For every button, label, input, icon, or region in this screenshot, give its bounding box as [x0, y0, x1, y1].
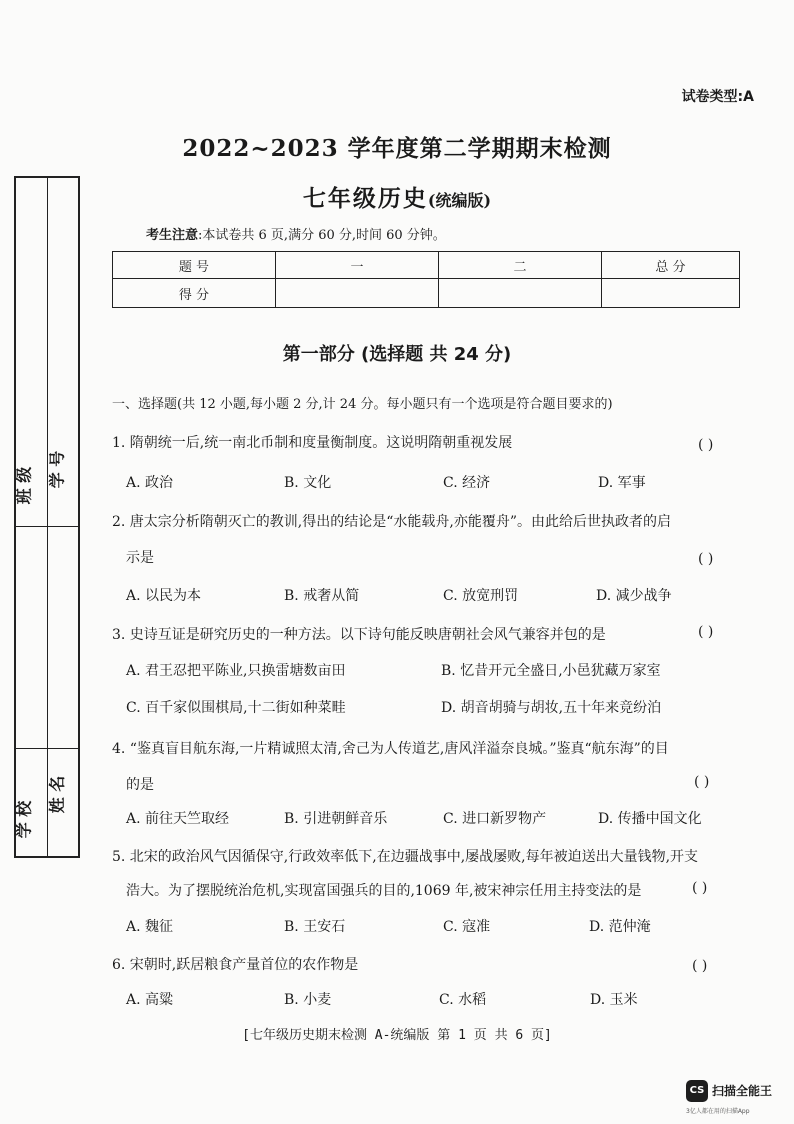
question-3-stem: 3. 史诗互证是研究历史的一种方法。以下诗句能反映唐朝社会风气兼容并包的是 — [112, 627, 606, 643]
question-5-stem-cont: 浩大。为了摆脱统治危机,实现富国强兵的目的,1069 年,被宋神宗任用主持变法的是 — [126, 883, 642, 899]
question-2-stem: 2. 唐太宗分析隋朝灭亡的教训,得出的结论是“水能载舟,亦能覆舟”。由此给后世执政者的启 — [112, 514, 672, 530]
score-table-score-row — [113, 279, 740, 308]
school-label: 学 校 — [14, 800, 34, 839]
answer-blank: ( ) — [698, 551, 714, 567]
option-a: A. 政治 — [126, 475, 174, 491]
strip-rule — [16, 748, 78, 749]
option-a: A. 以民为本 — [126, 588, 202, 604]
strip-divider — [47, 178, 48, 856]
score-cell — [276, 279, 439, 308]
score-cell — [602, 279, 740, 308]
answer-blank: ( ) — [692, 880, 708, 896]
option-c: C. 寇准 — [443, 919, 491, 935]
score-header-cell: 总 分 — [602, 252, 740, 279]
option-b: B. 文化 — [284, 475, 332, 491]
option-b: B. 小麦 — [284, 992, 332, 1008]
question-4-stem: 4. “鉴真盲目航东海,一片精诚照太清,舍己为人传道艺,唐风洋溢奈良城。”鉴真“航东海”的目 — [112, 741, 669, 757]
option-d: D. 军事 — [598, 475, 646, 491]
answer-blank: ( ) — [692, 958, 708, 974]
score-header-cell: 题 号 — [113, 252, 276, 279]
option-d: D. 范仲淹 — [589, 919, 651, 935]
edition-label: (统编版) — [427, 191, 492, 210]
question-1-stem: 1. 隋朝统一后,统一南北币制和度量衡制度。这说明隋朝重视发展 — [112, 435, 513, 451]
option-c: C. 百千家似围棋局,十二街如种菜畦 — [126, 700, 346, 716]
score-header-cell: 二 — [439, 252, 602, 279]
student-number-label: 学 号 — [47, 450, 67, 489]
strip-rule — [16, 526, 78, 527]
exam-title: 2022~2023 学年度第二学期期末检测 — [182, 135, 612, 162]
section-heading: 一、选择题(共 12 小题,每小题 2 分,计 24 分。每小题只有一个选项是符合题目要求的) — [112, 397, 613, 412]
scanner-brand: 扫描全能王 — [712, 1084, 773, 1098]
scanner-slogan: 3亿人都在用的扫描App — [686, 1108, 750, 1115]
exam-subtitle — [0, 180, 794, 213]
answer-blank: ( ) — [698, 624, 714, 640]
scanner-logo-icon: CS — [686, 1080, 708, 1102]
notice-label: 考生注意 — [146, 228, 199, 243]
paper-type: 试卷类型:A — [681, 89, 754, 105]
score-header-cell: 一 — [276, 252, 439, 279]
binding-strip — [14, 176, 80, 858]
score-table — [112, 251, 740, 308]
page-footer: [七年级历史期末检测 A-统编版 第 1 页 共 6 页] — [242, 1028, 552, 1043]
score-cell — [439, 279, 602, 308]
class-label: 班 级 — [14, 466, 34, 505]
option-a: A. 高粱 — [126, 992, 174, 1008]
option-a: A. 魏征 — [126, 919, 174, 935]
question-6-stem: 6. 宋朝时,跃居粮食产量首位的农作物是 — [112, 957, 359, 973]
answer-blank: ( ) — [694, 774, 710, 790]
part-title: 第一部分 (选择题 共 24 分) — [282, 344, 512, 365]
option-c: C. 经济 — [443, 475, 491, 491]
option-b: B. 忆昔开元全盛日,小邑犹藏万家室 — [441, 663, 661, 679]
subject-name: 七年级历史 — [302, 185, 428, 212]
option-d: D. 传播中国文化 — [598, 811, 702, 827]
option-d: D. 玉米 — [590, 992, 638, 1008]
option-c: C. 水稻 — [439, 992, 487, 1008]
question-2-stem-cont: 示是 — [126, 550, 154, 566]
answer-blank: ( ) — [698, 437, 714, 453]
option-a: A. 前往天竺取经 — [126, 811, 230, 827]
option-a: A. 君王忍把平陈业,只换雷塘数亩田 — [126, 663, 346, 679]
notice-text: :本试卷共 6 页,满分 60 分,时间 60 分钟。 — [198, 228, 446, 243]
option-b: B. 戒奢从简 — [284, 588, 360, 604]
score-table-header-row — [113, 252, 740, 279]
option-b: B. 引进朝鲜音乐 — [284, 811, 388, 827]
name-label: 姓 名 — [47, 775, 67, 814]
option-d: D. 胡音胡骑与胡妆,五十年来竞纷泊 — [441, 700, 662, 716]
option-d: D. 减少战争 — [596, 588, 672, 604]
candidate-notice — [146, 224, 446, 243]
option-b: B. 王安石 — [284, 919, 346, 935]
question-5-stem: 5. 北宋的政治风气因循保守,行政效率低下,在边疆战事中,屡战屡败,每年被迫送出大量钱物,开支 — [112, 849, 699, 865]
option-c: C. 放宽刑罚 — [443, 588, 519, 604]
score-row-label: 得 分 — [113, 279, 276, 308]
question-4-stem-cont: 的是 — [126, 777, 154, 793]
option-c: C. 进口新罗物产 — [443, 811, 547, 827]
